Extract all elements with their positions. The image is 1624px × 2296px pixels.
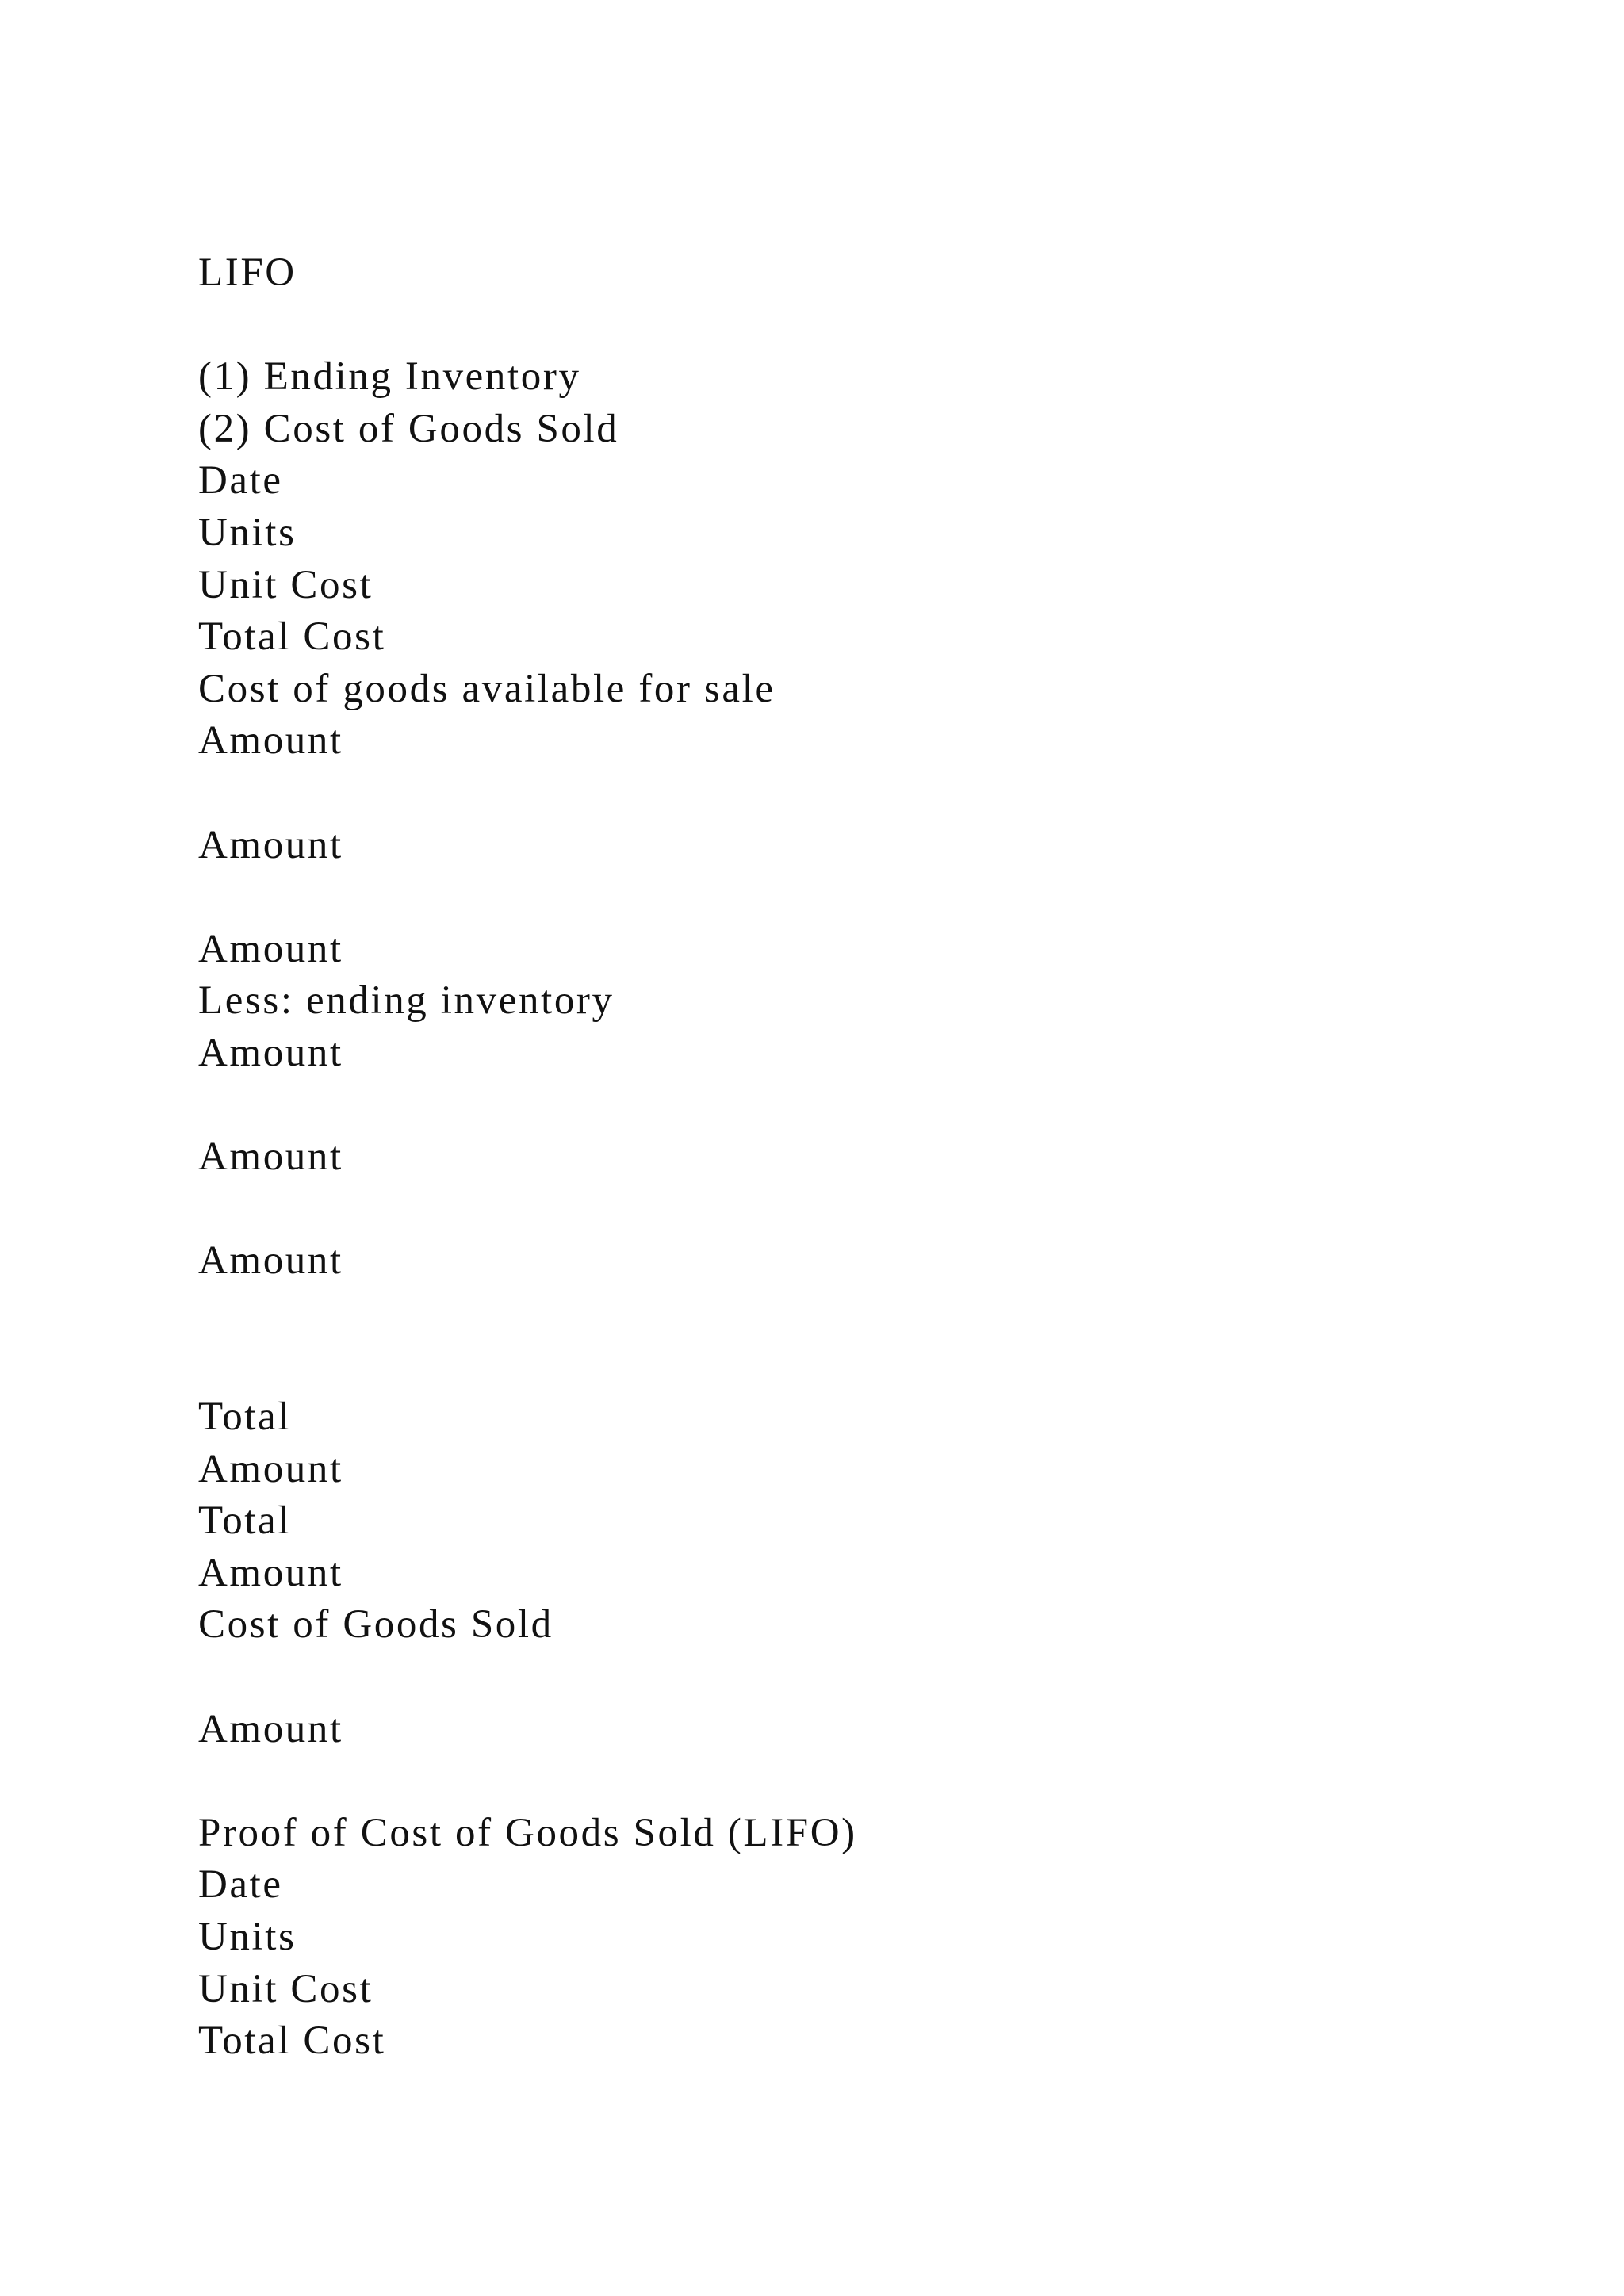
amount-label: Amount: [198, 926, 343, 971]
text-line: Less: ending inventory: [198, 978, 615, 1024]
blank-line: [198, 1651, 1546, 1704]
section-title: LIFO: [198, 251, 297, 295]
amount-label: Amount: [198, 1238, 343, 1284]
blank-line: [198, 767, 1546, 820]
column-label: Total Cost: [198, 614, 386, 660]
column-label: Units: [198, 1915, 297, 1959]
column-label: Date: [198, 458, 283, 503]
column-label: Unit Cost: [198, 562, 373, 607]
blank-line: [198, 1184, 1546, 1236]
total-label: Total: [198, 1498, 292, 1544]
column-label: Total Cost: [198, 2019, 386, 2064]
column-label: Units: [198, 510, 297, 555]
blank-line: [198, 300, 1546, 352]
column-label: Date: [198, 1862, 283, 1908]
text-line: Cost of Goods Sold: [198, 1602, 553, 1647]
amount-label: Amount: [198, 718, 343, 763]
blank-line: [198, 1755, 1546, 1808]
blank-line: [198, 1080, 1546, 1132]
text-line: Cost of goods available for sale: [198, 666, 776, 711]
blank-line: [198, 871, 1546, 924]
amount-label: Amount: [198, 1030, 343, 1075]
text-line: (2) Cost of Goods Sold: [198, 406, 619, 451]
column-label: Unit Cost: [198, 1966, 373, 2011]
amount-label: Amount: [198, 822, 343, 867]
section-title: Proof of Cost of Goods Sold (LIFO): [198, 1810, 857, 1855]
blank-lines: [198, 1288, 1546, 1391]
amount-label: Amount: [198, 1446, 343, 1491]
amount-label: Amount: [198, 1550, 343, 1595]
text-line: (1) Ending Inventory: [198, 354, 581, 400]
amount-label: Amount: [198, 1135, 343, 1180]
document-body: [198, 247, 1546, 2068]
total-label: Total: [198, 1395, 292, 1440]
amount-label: Amount: [198, 1706, 343, 1751]
